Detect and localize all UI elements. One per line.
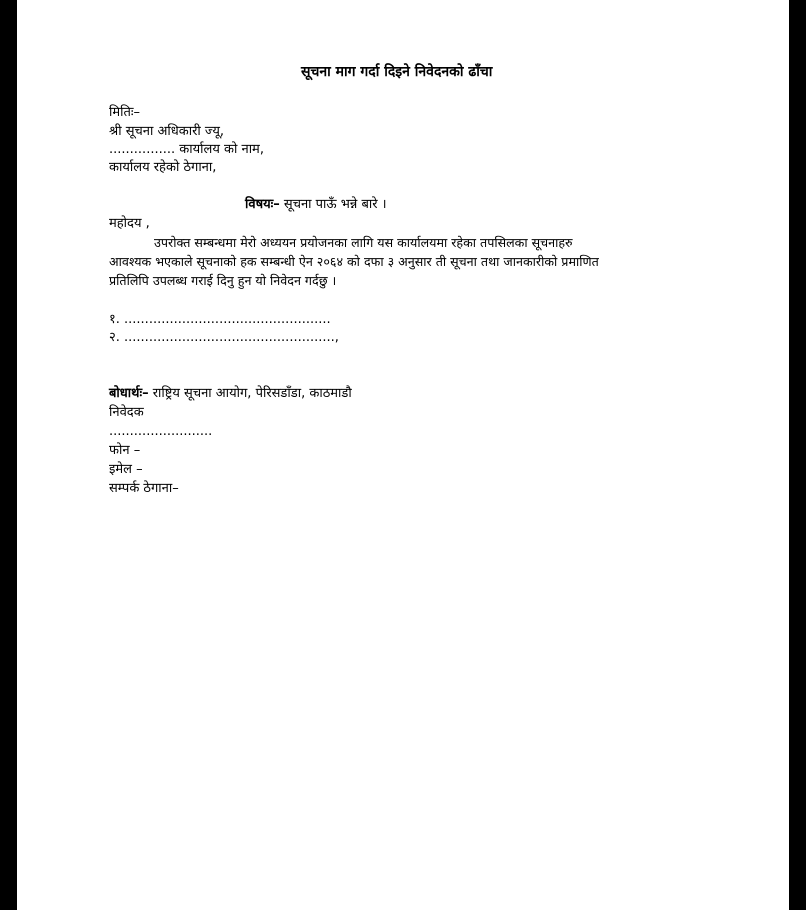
cc-line xyxy=(109,385,352,402)
body-line-2: आवश्यक भएकाले सूचनाको हक सम्बन्धी ऐन २०६४ को दफा ३ अनुसार ती सूचना तथा जानकारीको प्रमाणित xyxy=(109,254,599,269)
date-line: मितिः– xyxy=(109,105,141,120)
subject-text: सूचना पाऊँ भन्ने बारे । xyxy=(279,197,387,212)
subject-label: विषयः– xyxy=(245,197,280,212)
address-label: सम्पर्क ठेगाना– xyxy=(109,481,179,496)
body-line-3: प्रतिलिपि उपलब्ध गराई दिनु हुन यो निवेदन गर्दछु । xyxy=(109,273,337,288)
applicant-label: निवेदक xyxy=(109,405,144,420)
recipient-line-1: श्री सूचना अधिकारी ज्यू, xyxy=(109,124,225,139)
list-item-2: २. ..................................................., xyxy=(109,330,339,345)
phone-label: फोन – xyxy=(109,443,141,458)
list-item-1: १. .................................................. xyxy=(109,312,331,327)
cc-label: बोधार्थः– xyxy=(109,386,149,401)
body-line-1: उपरोक्त सम्बन्धमा मेरो अध्ययन प्रयोजनका लागि यस कार्यालयमा रहेका तपसिलका सूचनाहरु xyxy=(154,235,573,250)
recipient-line-3: कार्यालय रहेको ठेगाना, xyxy=(109,160,217,175)
document-title: सूचना माग गर्दा दिइने निवेदनको ढाँचा xyxy=(301,64,493,80)
applicant-signature-line: ......................... xyxy=(109,424,213,439)
email-label: इमेल – xyxy=(109,462,143,477)
subject-line xyxy=(245,196,387,213)
salutation: महोदय , xyxy=(109,216,150,231)
document-page xyxy=(17,0,789,910)
cc-text: राष्ट्रिय सूचना आयोग, पेरिसडाँडा, काठमाडौ xyxy=(148,386,352,401)
recipient-line-2: ................ कार्यालय को नाम, xyxy=(109,142,264,157)
